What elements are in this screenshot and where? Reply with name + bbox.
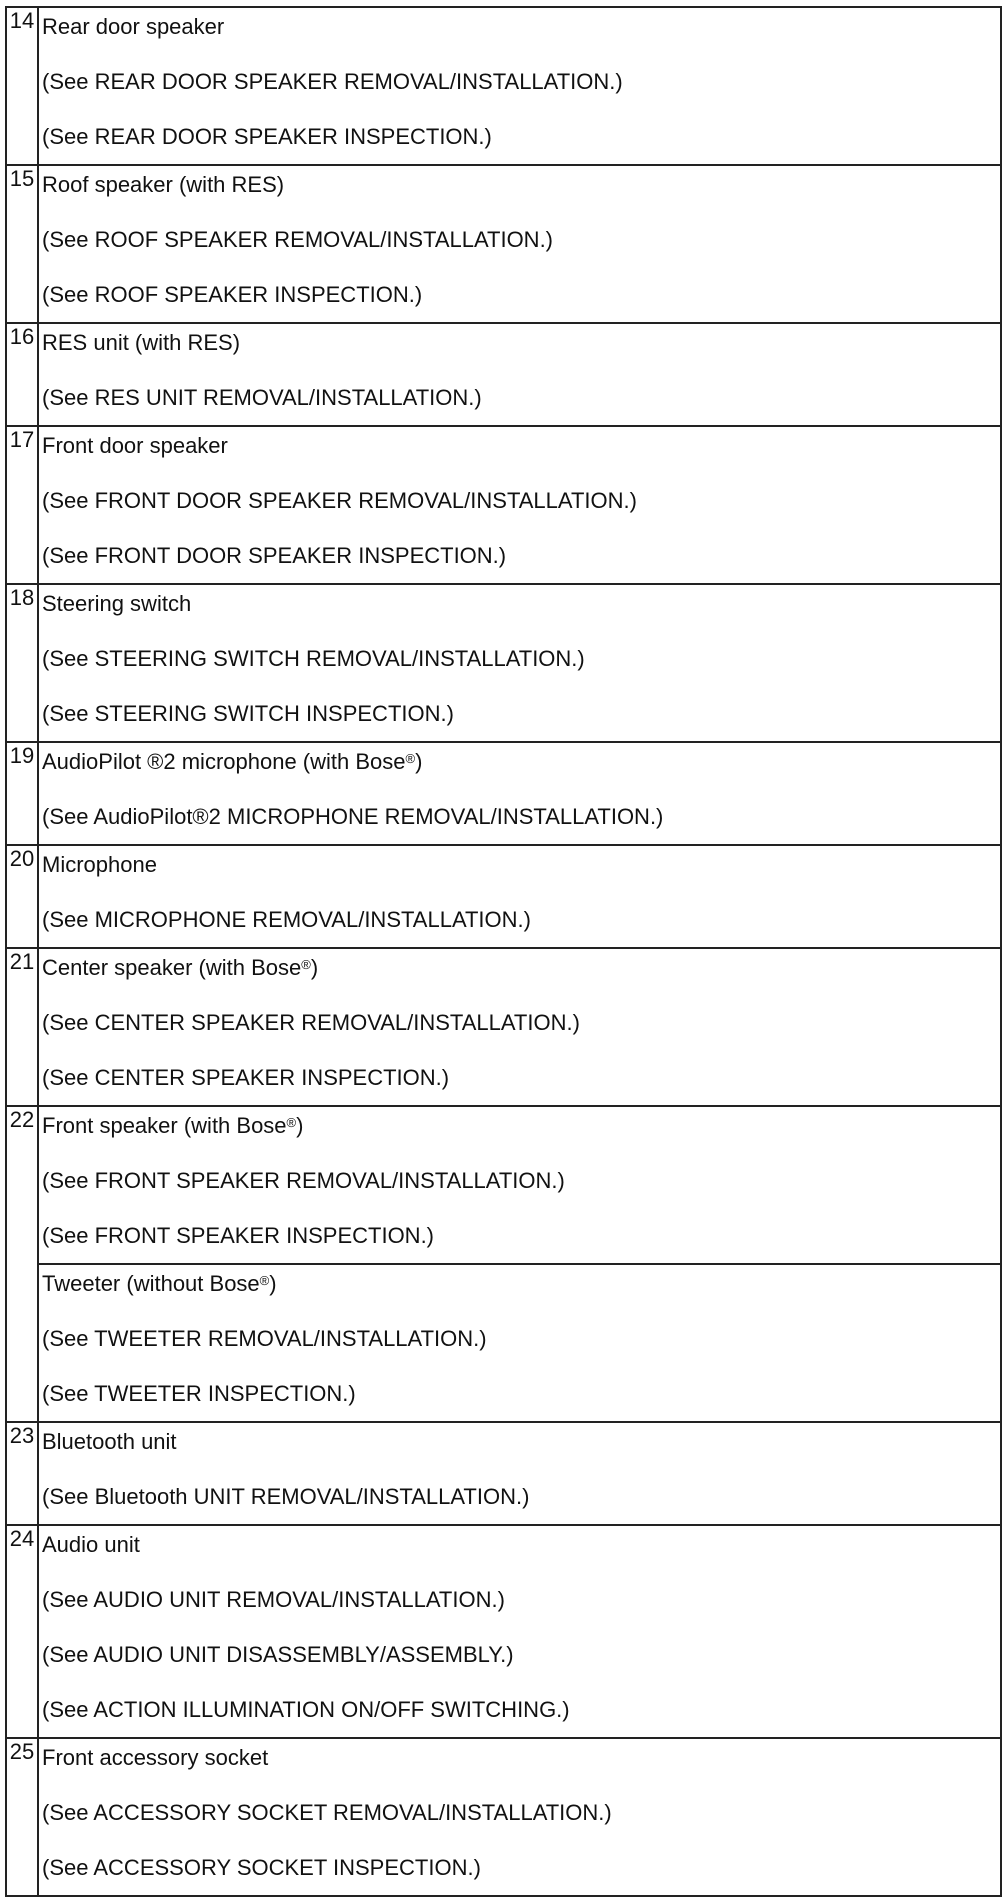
- part-name: [39, 1739, 1000, 1794]
- table-row: [6, 323, 1001, 426]
- item-number: 23: [6, 1422, 38, 1525]
- part-name: [39, 8, 1000, 63]
- reference-line: [39, 1059, 1000, 1105]
- description-group: [39, 324, 1000, 425]
- line-text: (See AUDIO UNIT REMOVAL/INSTALLATION.): [42, 1587, 505, 1612]
- item-description-cell: [38, 165, 1001, 323]
- description-group: [39, 1107, 1000, 1263]
- part-name: [39, 427, 1000, 482]
- table-row: [6, 948, 1001, 1106]
- line-text: Rear door speaker: [42, 14, 225, 39]
- part-name: [39, 324, 1000, 379]
- item-description-cell: [38, 7, 1001, 165]
- line-text: (See CENTER SPEAKER REMOVAL/INSTALLATION.): [42, 1010, 580, 1035]
- reference-line: [39, 63, 1000, 118]
- item-number: 22: [6, 1106, 38, 1422]
- registered-trademark-mark: ®: [301, 957, 311, 972]
- item-number: 15: [6, 165, 38, 323]
- reference-line: [39, 901, 1000, 947]
- item-number: 25: [6, 1738, 38, 1896]
- reference-line: [39, 482, 1000, 537]
- parts-table: [5, 6, 1002, 1897]
- reference-line: [39, 695, 1000, 741]
- item-description-cell: [38, 584, 1001, 742]
- line-text: Roof speaker (with RES): [42, 172, 285, 197]
- reference-line: [39, 1004, 1000, 1059]
- part-name: [39, 743, 1000, 798]
- reference-line: [39, 798, 1000, 844]
- table-row: [6, 1525, 1001, 1738]
- reference-line: [39, 1320, 1000, 1375]
- line-text: (See CENTER SPEAKER INSPECTION.): [42, 1065, 450, 1090]
- reference-line: [39, 640, 1000, 695]
- line-text: Tweeter (without Bose: [42, 1271, 260, 1296]
- line-text: (See REAR DOOR SPEAKER INSPECTION.): [42, 124, 492, 149]
- line-text: (See RES UNIT REMOVAL/INSTALLATION.): [42, 385, 482, 410]
- line-text: (See FRONT SPEAKER INSPECTION.): [42, 1223, 435, 1248]
- line-text: (See STEERING SWITCH INSPECTION.): [42, 701, 454, 726]
- line-text: (See FRONT DOOR SPEAKER REMOVAL/INSTALLATION.): [42, 488, 637, 513]
- reference-line: [39, 1581, 1000, 1636]
- part-name: [39, 166, 1000, 221]
- reference-line: [39, 118, 1000, 164]
- item-description-cell: [38, 1738, 1001, 1896]
- line-text: (See ACCESSORY SOCKET REMOVAL/INSTALLATION.): [42, 1800, 612, 1825]
- description-group: [39, 1526, 1000, 1737]
- item-number: 24: [6, 1525, 38, 1738]
- reference-line: [39, 276, 1000, 322]
- line-text-suffix: ): [296, 1113, 304, 1138]
- part-name: [39, 585, 1000, 640]
- item-description-cell: [38, 426, 1001, 584]
- item-description-cell: [38, 1106, 1001, 1422]
- line-text: (See REAR DOOR SPEAKER REMOVAL/INSTALLATION.): [42, 69, 623, 94]
- line-text-suffix: ): [415, 749, 423, 774]
- part-name: [39, 1265, 1000, 1320]
- item-description-cell: [38, 1525, 1001, 1738]
- table-row: [6, 165, 1001, 323]
- line-text: Steering switch: [42, 591, 192, 616]
- reference-line: [39, 379, 1000, 425]
- reference-line: [39, 1375, 1000, 1421]
- reference-line: [39, 537, 1000, 583]
- reference-line: [39, 1849, 1000, 1895]
- line-text-suffix: ): [269, 1271, 277, 1296]
- parts-reference-sheet: [5, 6, 1002, 1897]
- table-row: [6, 7, 1001, 165]
- table-row: [6, 426, 1001, 584]
- line-text: (See Bluetooth UNIT REMOVAL/INSTALLATION.): [42, 1484, 530, 1509]
- line-text: (See AudioPilot®2 MICROPHONE REMOVAL/INSTALLATION.): [42, 804, 664, 829]
- part-name: [39, 949, 1000, 1004]
- registered-trademark-mark: ®: [286, 1115, 297, 1130]
- item-number: 17: [6, 426, 38, 584]
- item-number: 18: [6, 584, 38, 742]
- line-text: Microphone: [42, 852, 157, 877]
- line-text: (See AUDIO UNIT DISASSEMBLY/ASSEMBLY.): [42, 1642, 514, 1667]
- line-text: (See TWEETER INSPECTION.): [42, 1381, 356, 1406]
- line-text: Audio unit: [42, 1532, 140, 1557]
- reference-line: [39, 1162, 1000, 1217]
- description-group: [39, 949, 1000, 1105]
- description-group: [39, 743, 1000, 844]
- item-number: 14: [6, 7, 38, 165]
- line-text: (See MICROPHONE REMOVAL/INSTALLATION.): [42, 907, 531, 932]
- item-description-cell: [38, 742, 1001, 845]
- line-text: (See FRONT DOOR SPEAKER INSPECTION.): [42, 543, 507, 568]
- reference-line: [39, 1217, 1000, 1263]
- line-text: (See FRONT SPEAKER REMOVAL/INSTALLATION.): [42, 1168, 565, 1193]
- line-text: RES unit (with RES): [42, 330, 241, 355]
- line-text: AudioPilot ®2 microphone (with Bose: [42, 749, 406, 774]
- part-name: [39, 1526, 1000, 1581]
- line-text: Bluetooth unit: [42, 1429, 177, 1454]
- reference-line: [39, 1636, 1000, 1691]
- description-group: [39, 1739, 1000, 1895]
- line-text: (See ROOF SPEAKER INSPECTION.): [42, 282, 423, 307]
- line-text: (See ACTION ILLUMINATION ON/OFF SWITCHING.): [42, 1697, 570, 1722]
- item-number: 16: [6, 323, 38, 426]
- table-row: [6, 1106, 1001, 1422]
- part-name: [39, 1107, 1000, 1162]
- line-text: (See STEERING SWITCH REMOVAL/INSTALLATION.): [42, 646, 585, 671]
- line-text: Front door speaker: [42, 433, 228, 458]
- reference-line: [39, 221, 1000, 276]
- line-text: Front speaker (with Bose: [42, 1113, 287, 1138]
- item-description-cell: [38, 323, 1001, 426]
- table-row: [6, 845, 1001, 948]
- part-name: [39, 846, 1000, 901]
- reference-line: [39, 1794, 1000, 1849]
- description-group: [39, 846, 1000, 947]
- line-text: Center speaker (with Bose: [42, 955, 302, 980]
- table-row: [6, 1738, 1001, 1896]
- item-description-cell: [38, 1422, 1001, 1525]
- description-group: [39, 1423, 1000, 1524]
- part-name: [39, 1423, 1000, 1478]
- description-group: [39, 166, 1000, 322]
- item-number: 21: [6, 948, 38, 1106]
- line-text: (See ROOF SPEAKER REMOVAL/INSTALLATION.): [42, 227, 554, 252]
- registered-trademark-mark: ®: [405, 751, 416, 766]
- line-text: (See ACCESSORY SOCKET INSPECTION.): [42, 1855, 481, 1880]
- line-text: Front accessory socket: [42, 1745, 269, 1770]
- line-text: (See TWEETER REMOVAL/INSTALLATION.): [42, 1326, 487, 1351]
- description-group: [39, 585, 1000, 741]
- description-group: [39, 8, 1000, 164]
- reference-line: [39, 1691, 1000, 1737]
- item-description-cell: [38, 845, 1001, 948]
- table-row: [6, 742, 1001, 845]
- reference-line: [39, 1478, 1000, 1524]
- line-text-suffix: ): [310, 955, 319, 980]
- parts-table-body: [6, 7, 1001, 1896]
- description-group: [39, 427, 1000, 583]
- item-description-cell: [38, 948, 1001, 1106]
- table-row: [6, 584, 1001, 742]
- item-number: 20: [6, 845, 38, 948]
- table-row: [6, 1422, 1001, 1525]
- description-group: [39, 1263, 1000, 1421]
- registered-trademark-mark: ®: [259, 1273, 270, 1288]
- item-number: 19: [6, 742, 38, 845]
